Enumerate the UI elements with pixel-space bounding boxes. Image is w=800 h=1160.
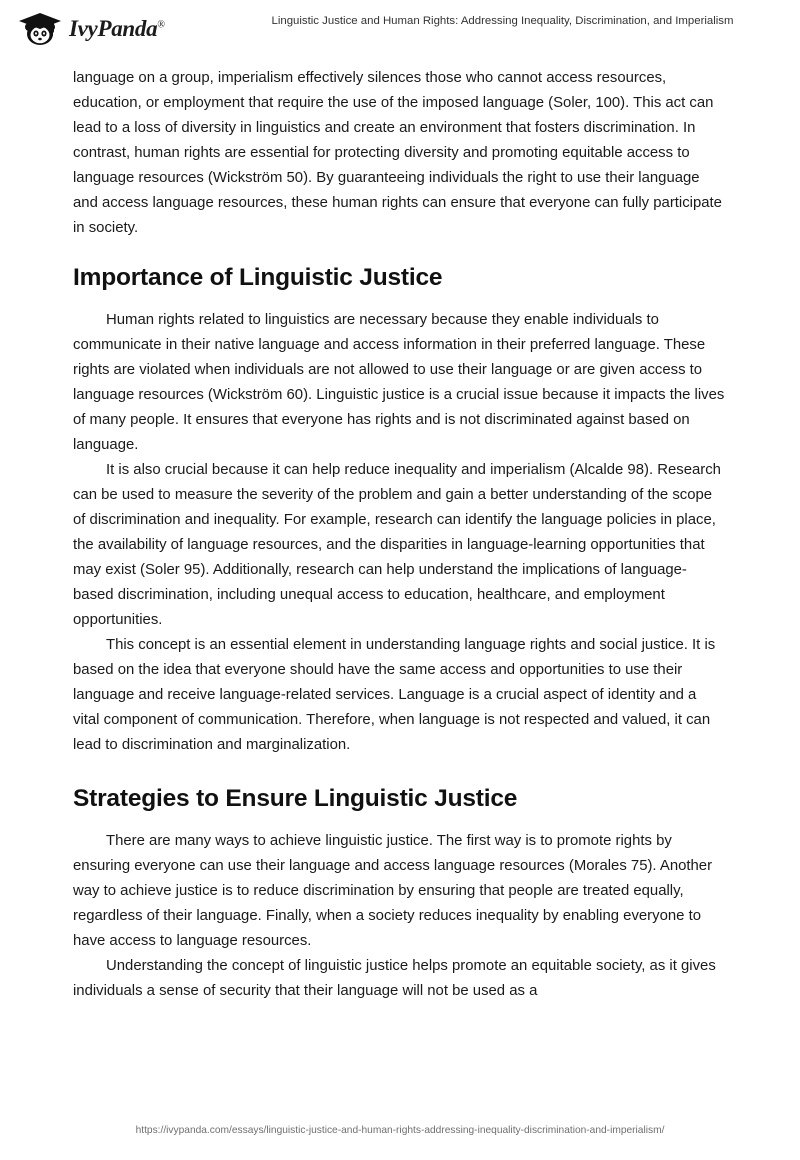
section-heading-importance: Importance of Linguistic Justice <box>73 264 443 292</box>
document-title: Linguistic Justice and Human Rights: Addressing Inequality, Discrimination, and Imperialism <box>271 15 734 27</box>
registered-mark: ® <box>157 19 165 31</box>
source-url[interactable]: https://ivypanda.com/essays/linguistic-justice-and-human-rights-addressing-inequality-discrimination-and-imperialism/ <box>135 1125 665 1136</box>
brand-name <box>69 16 165 42</box>
paragraph: It is also crucial because it can help reduce inequality and imperialism (Alcalde 98). Research can be used to measure the severity of the problem and gain a better understanding of the scope of discrimination and inequality. For example, research can identify the language policies in place, the availability of language resources, and the disparities in language-learning opportunities that may exist (Soler 95). Additionally, research can help understand the implications of language-based discrimination, including unequal access to education, healthcare, and employment opportunities. <box>73 462 721 629</box>
page-header <box>0 0 800 58</box>
paragraph: This concept is an essential element in understanding language rights and social justice. It is based on the idea that everyone should have the same access and opportunities to use their language and receive language-related services. Language is a crucial aspect of identity and a vital component of communication. Therefore, when language is not respected and valued, it can lead to discrimination and marginalization. <box>73 637 716 754</box>
paragraph: Human rights related to linguistics are necessary because they enable individuals to communicate in their native language and access information in their preferred language. These rights are violated when individuals are not allowed to use their language or are given access to language resources (Wickström 60). Linguistic justice is a crucial issue because it impacts the lives of many people. It ensures that everyone has rights and is not discriminated against based on language. <box>73 311 725 453</box>
brand-name-text: IvyPanda <box>69 16 158 41</box>
paragraph: There are many ways to achieve linguistic justice. The first way is to promote rights by ensuring everyone can use their language and access language resources (Morales 75). Another way to achieve justice is to reduce discrimination by ensuring that people are treated equally, regardless of their language. Finally, when a society reduces inequality by enabling everyone to have access to language resources. <box>73 833 713 950</box>
page-footer <box>0 1125 800 1136</box>
document-body <box>73 66 726 1004</box>
graduation-cap-panda-logo-icon <box>18 11 62 47</box>
brand-logo[interactable] <box>18 11 165 47</box>
paragraph: Understanding the concept of linguistic justice helps promote an equitable society, as it gives individuals a sense of security that their language will not be used as a <box>73 958 716 1000</box>
paragraph: language on a group, imperialism effectively silences those who cannot access resources, education, or employment that require the use of the imposed language (Soler, 100). This act can lead to a loss of diversity in linguistics and create an environment that fosters discrimination. In contrast, human rights are essential for protecting diversity and promoting equitable access to language resources (Wickström 50). By guaranteeing individuals the right to use their language and access language resources, these human rights can ensure that everyone can fully participate in society. <box>73 70 722 237</box>
section-heading-strategies: Strategies to Ensure Linguistic Justice <box>73 785 518 813</box>
